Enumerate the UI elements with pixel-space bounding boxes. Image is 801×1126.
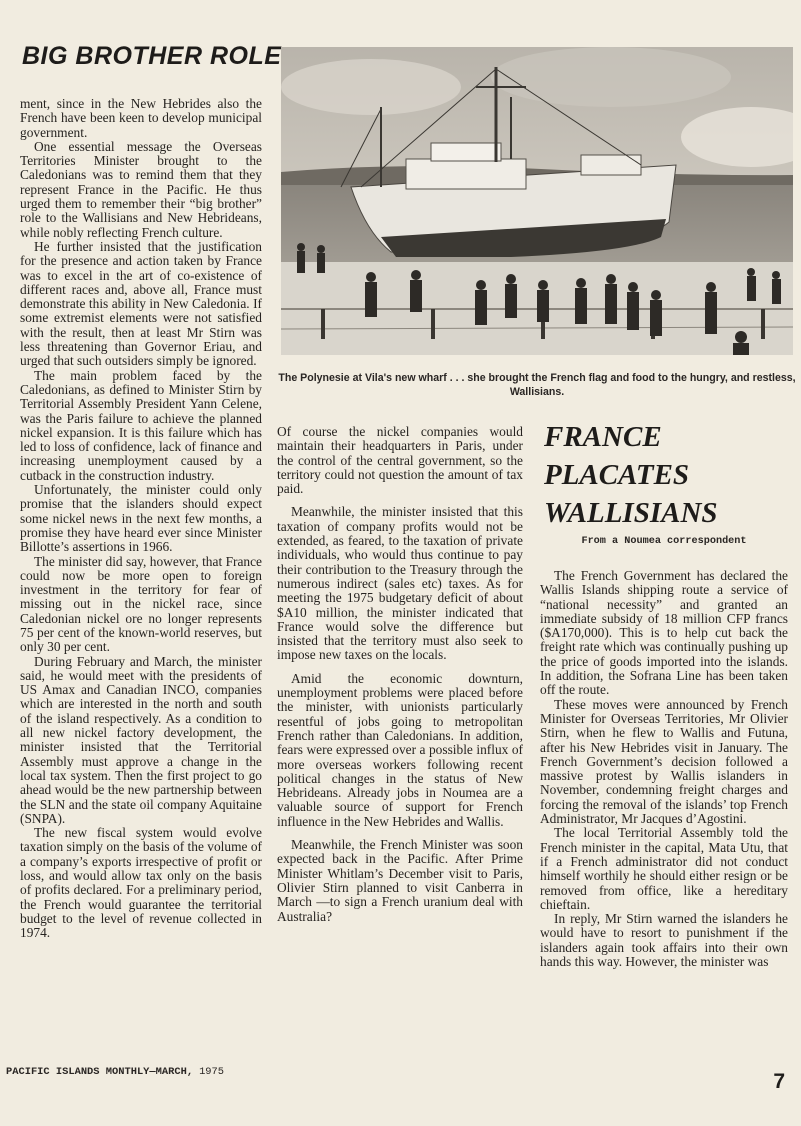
- ship-at-wharf-illustration: [281, 47, 793, 355]
- paragraph: The French Government has declared the Wallis Islands shipping route a service of “national necessity” and granted an immediate subsidy of 18 million CFP francs ($A170,000). This is to help cut back the freight rate which was continually pushing up the price of goods imported into the islands. In addition, the Sofrana Line has been taken off the route.: [540, 568, 788, 698]
- publication-name: PACIFIC ISLANDS MONTHLY—MARCH,: [6, 1066, 194, 1078]
- paragraph: ment, since in the New Hebrides also the French have been keen to develop municipal government.: [20, 96, 262, 140]
- paragraph: The local Territorial Assembly told the French minister in the capital, Mata Utu, that if a French administrator did not conduct himself worthily he should either resign or be removed from office, like a hereditary chieftain.: [540, 825, 788, 912]
- paragraph: In reply, Mr Stirn warned the islanders he would have to resort to punishment if the islanders again took affairs into their own hands this way. However, the minister was: [540, 911, 788, 970]
- paragraph: Unfortunately, the minister could only promise that the islanders should expect some nickel news in the next few months, a promise they have heard ever since Minister Billotte’s assertions in 1966.: [20, 482, 262, 555]
- paragraph: One essential message the Overseas Territories Minister brought to the Caledonians was to remind them that they represent France in the Pacific. He thus urged them to remember their “big brother” role to the Wallisians and New Hebrideans, while nobly reflecting French culture.: [20, 138, 262, 240]
- section-headline: BIG BROTHER ROLE: [22, 42, 282, 70]
- article-column-1: [20, 97, 262, 941]
- headline-line: PLACATES: [544, 459, 690, 491]
- article-column-2: [277, 425, 523, 924]
- article-column-3: [540, 569, 788, 969]
- paragraph: Meanwhile, the French Minister was soon expected back in the Pacific. After Prime Minister Whitlam’s December visit to Paris, Olivier Stirn planned to visit Canberra in March —to sign a French uranium deal with Australia?: [277, 837, 523, 924]
- paragraph: Amid the economic downturn, unemployment problems were placed before the minister, with unionists particularly resentful of jobs going to metropolitan French rather than Caledonians. In addition, fears were expressed over a possible influx of more overseas workers following recent political changes in the status of New Hebrideans. Already jobs in Noumea are a valuable source of support for French influence in the New Hebrides and Wallis.: [277, 670, 523, 829]
- paragraph: Meanwhile, the minister insisted that this taxation of company profits would not be extended, as feared, to the taxation of private individuals, who would thus continue to pay their contribution to the Treasury through the numerous indirect (sales etc) taxes. As for meeting the 1975 budgetary deficit of about $A10 million, the minister indicated that France would solve the difference but insisted that the territory must also seek to impose new taxes on the locals.: [277, 504, 523, 663]
- paragraph: The main problem faced by the Caledonians, as defined to Minister Stirn by Territorial Assembly President Yann Celene, was the Paris failure to achieve the planned nickel expansion. It is this failure which has led to loss of confidence, lack of finance and increasing unemployment caused by a cutback in the construction industry.: [20, 367, 262, 483]
- page-number: 7: [773, 1070, 785, 1093]
- paragraph-continued: The new fiscal system would evolve taxation simply on the basis of the volume of a company’s exports irrespective of profit or loss, and would allow tax only on the basis of profits declared. For a preliminary period, the French would guarantee the territorial budget to the level of revenue collected in 1974.: [20, 825, 262, 941]
- headline-line: WALLISIANS: [544, 497, 718, 529]
- paragraph: Of course the nickel companies would maintain their headquarters in Paris, under the control of the central government, so the territory could not question the amount of tax paid.: [277, 424, 523, 497]
- publication-year: 1975: [199, 1066, 225, 1078]
- story-headline: [544, 418, 784, 532]
- paragraph: These moves were announced by French Minister for Overseas Territories, Mr Olivier Stirn, when he flew to Wallis and Futuna, after his New Hebrides visit in January. The French Government’s decision followed a massive protest by Wallis islanders in November, condemning freight charges and forcing the removal of the islands’ top French Administrator, Mr Jacques d’Agostini.: [540, 696, 788, 827]
- ship-photo: [281, 47, 793, 355]
- paragraph: During February and March, the minister said, he would meet with the presidents of US Amax and Canadian INCO, companies which are interested in the north and south of the island respectively. As a condition to all new nickel factory development, the minister insisted that the Territorial Assembly must approve a change in the local tax system. Then the first project to go ahead would be the new partnership between the SLN and the state oil company Aquitaine (SNPA).: [20, 653, 262, 826]
- byline: From a Noumea correspondent: [581, 536, 747, 547]
- running-footer: [6, 1066, 224, 1078]
- photo-caption: The Polynesie at Vila's new wharf . . . she brought the French flag and food to the hungry, and restless, Wallisians.: [278, 372, 796, 398]
- paragraph: He further insisted that the justification for the presence and action taken by France was to excel in the art of co-existence of different races and, above all, France must demonstrate this ability in New Caledonia. If some extremist elements were not satisfied with the result, then at least Mr Stirn was less threatening than Governor Eriau, and urged that such outsiders simply be ignored.: [20, 238, 262, 369]
- headline-line: FRANCE: [544, 421, 662, 453]
- paragraph: The minister did say, however, that France could now be more open to foreign investment in the territory for fear of missing out in the nickel race, since Caledonian nickel ore no longer represents 75 per cent of the known-world reserves, but only 30 per cent.: [20, 553, 262, 655]
